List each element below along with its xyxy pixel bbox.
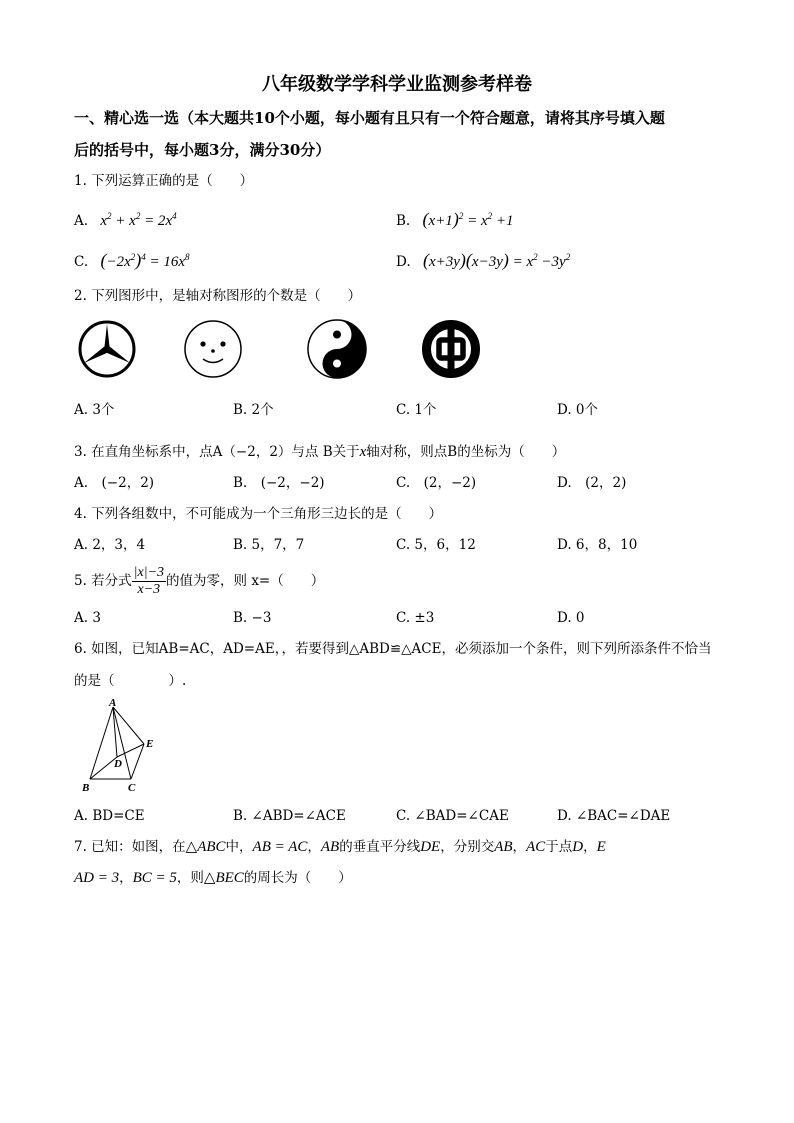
question-3-stem-text-end: 轴对称，则点B的坐标为（ ） xyxy=(366,444,566,460)
option-b-expression: $(x+1)^2 = x^2 +1$ xyxy=(422,209,514,229)
vertex-label-e: E xyxy=(146,738,154,750)
question-7-stem-line1 xyxy=(74,838,606,856)
option-label: C. xyxy=(74,254,89,270)
question-2-option-b: B. 2个 xyxy=(233,402,274,418)
question-3-stem xyxy=(74,443,565,461)
question-4-stem: 4. 下列各组数中，不可能成为一个三角形三边长的是（ ） xyxy=(74,506,443,522)
question-1-option-a xyxy=(74,207,177,230)
triangle-figure xyxy=(80,697,160,797)
question-3-option-b: B. (−2，−2) xyxy=(233,475,325,491)
question-3-stem-text: 3. 在直角坐标系中，点A（−2，2）与点 B关于 xyxy=(74,444,360,460)
vertex-label-c: C xyxy=(128,782,136,794)
text-segment: ， xyxy=(307,839,321,855)
question-6-option-b: B. ∠ABD=∠ACE xyxy=(233,808,346,824)
question-5-option-d: D. 0 xyxy=(557,610,585,626)
mercedes-logo-icon xyxy=(76,318,138,380)
vertex-label-d: D xyxy=(114,758,122,770)
question-6-stem-line1: 6. 如图，已知AB=AC，AD=AE，，若要得到△ABD≌△ACE，必须添加一个条件，则下列所添条件不恰当 xyxy=(74,641,712,657)
question-4-option-d: D. 6，8，10 xyxy=(557,537,638,553)
question-1-stem: 1. 下列运算正确的是（ ） xyxy=(74,173,254,189)
question-4-option-c: C. 5，6，12 xyxy=(396,537,476,553)
question-2-option-c: C. 1个 xyxy=(396,402,437,418)
math-segment: DE xyxy=(420,839,441,855)
math-segment: AD = 3 xyxy=(74,870,120,886)
smiley-face-icon xyxy=(182,318,244,380)
option-label: D. xyxy=(396,254,411,270)
text-segment: ，分别交 xyxy=(440,839,495,855)
question-3-option-d: D. (2，2) xyxy=(557,475,627,491)
yin-yang-icon xyxy=(306,318,368,380)
math-segment: △BEC xyxy=(203,870,244,886)
option-d-expression: $(x+3y)(x-3y) = x^2 -3y^2$ xyxy=(422,250,571,270)
question-4-option-a: A. 2，3，4 xyxy=(74,537,146,553)
section-header-line1: 一、精心选一选（本大题共10个小题，每小题有且只有一个符合题意，请将其序号填入题 xyxy=(74,109,665,127)
question-2-option-d: D. 0个 xyxy=(557,402,599,418)
option-a-expression: $x^2 + x^2 = 2x^4$ xyxy=(100,211,177,229)
vertex-label-b: B xyxy=(82,782,90,794)
question-2-stem: 2. 下列图形中，是轴对称图形的个数是（ ） xyxy=(74,288,362,304)
option-label: A. xyxy=(74,213,89,229)
fraction-denominator: x−3 xyxy=(137,582,161,597)
math-segment: AB xyxy=(494,839,513,855)
text-segment: 于点 xyxy=(545,839,573,855)
question-6-option-d: D. ∠BAC=∠DAE xyxy=(557,808,671,824)
section-header-line2: 后的括号中，每小题3分，满分30分） xyxy=(74,141,331,159)
question-5-stem-text: 5. 若分式 xyxy=(74,573,132,589)
bank-of-china-logo-icon xyxy=(420,318,482,380)
option-label: B. xyxy=(396,213,411,229)
question-5-option-a: A. 3 xyxy=(74,610,101,626)
question-6-stem-line2: 的是（ ）. xyxy=(74,673,187,689)
question-5-option-b: B. −3 xyxy=(233,610,272,626)
question-3-variable: x xyxy=(359,444,367,460)
math-segment: BC = 5 xyxy=(132,870,177,886)
vertex-label-a: A xyxy=(109,697,117,709)
question-5-option-c: C. ±3 xyxy=(396,610,435,626)
question-5-stem-text-end: 的值为零，则 x=（ ） xyxy=(166,573,325,589)
question-5-stem xyxy=(74,563,324,599)
option-c-expression: $(-2x^2)^4 = 16x^8$ xyxy=(100,250,190,270)
question-5-fraction xyxy=(132,565,166,598)
math-segment: AC xyxy=(526,839,546,855)
text-segment: ，则 xyxy=(176,870,204,886)
text-segment: 的垂直平分线 xyxy=(339,839,421,855)
math-segment: △ABC xyxy=(185,839,226,855)
fraction-numerator: |x|−3 xyxy=(133,565,165,580)
text-segment: ， xyxy=(512,839,527,855)
question-1-option-c xyxy=(74,248,190,271)
text-segment: 中， xyxy=(225,839,253,855)
math-segment: AB xyxy=(320,839,340,855)
question-2-option-a: A. 3个 xyxy=(74,402,115,418)
question-3-option-c: C. (2，−2) xyxy=(396,475,477,491)
question-1-option-b xyxy=(396,207,513,230)
text-segment: ， xyxy=(119,870,133,886)
math-segment: AB = AC xyxy=(252,839,308,855)
text-segment: 7. 已知：如图，在 xyxy=(74,839,186,855)
question-4-option-b: B. 5，7，7 xyxy=(233,537,305,553)
math-segment: E xyxy=(596,839,606,855)
question-6-option-a: A. BD=CE xyxy=(74,808,145,824)
question-6-option-c: C. ∠BAD=∠CAE xyxy=(396,808,509,824)
question-3-option-a: A. (−2，2) xyxy=(74,475,155,491)
text-segment: 的周长为（ ） xyxy=(243,870,352,886)
question-7-stem-line2 xyxy=(74,869,352,887)
math-segment: D xyxy=(572,839,584,855)
page-title: 八年级数学学科学业监测参考样卷 xyxy=(262,74,532,95)
text-segment: ， xyxy=(583,839,597,855)
question-1-option-d xyxy=(396,248,570,271)
